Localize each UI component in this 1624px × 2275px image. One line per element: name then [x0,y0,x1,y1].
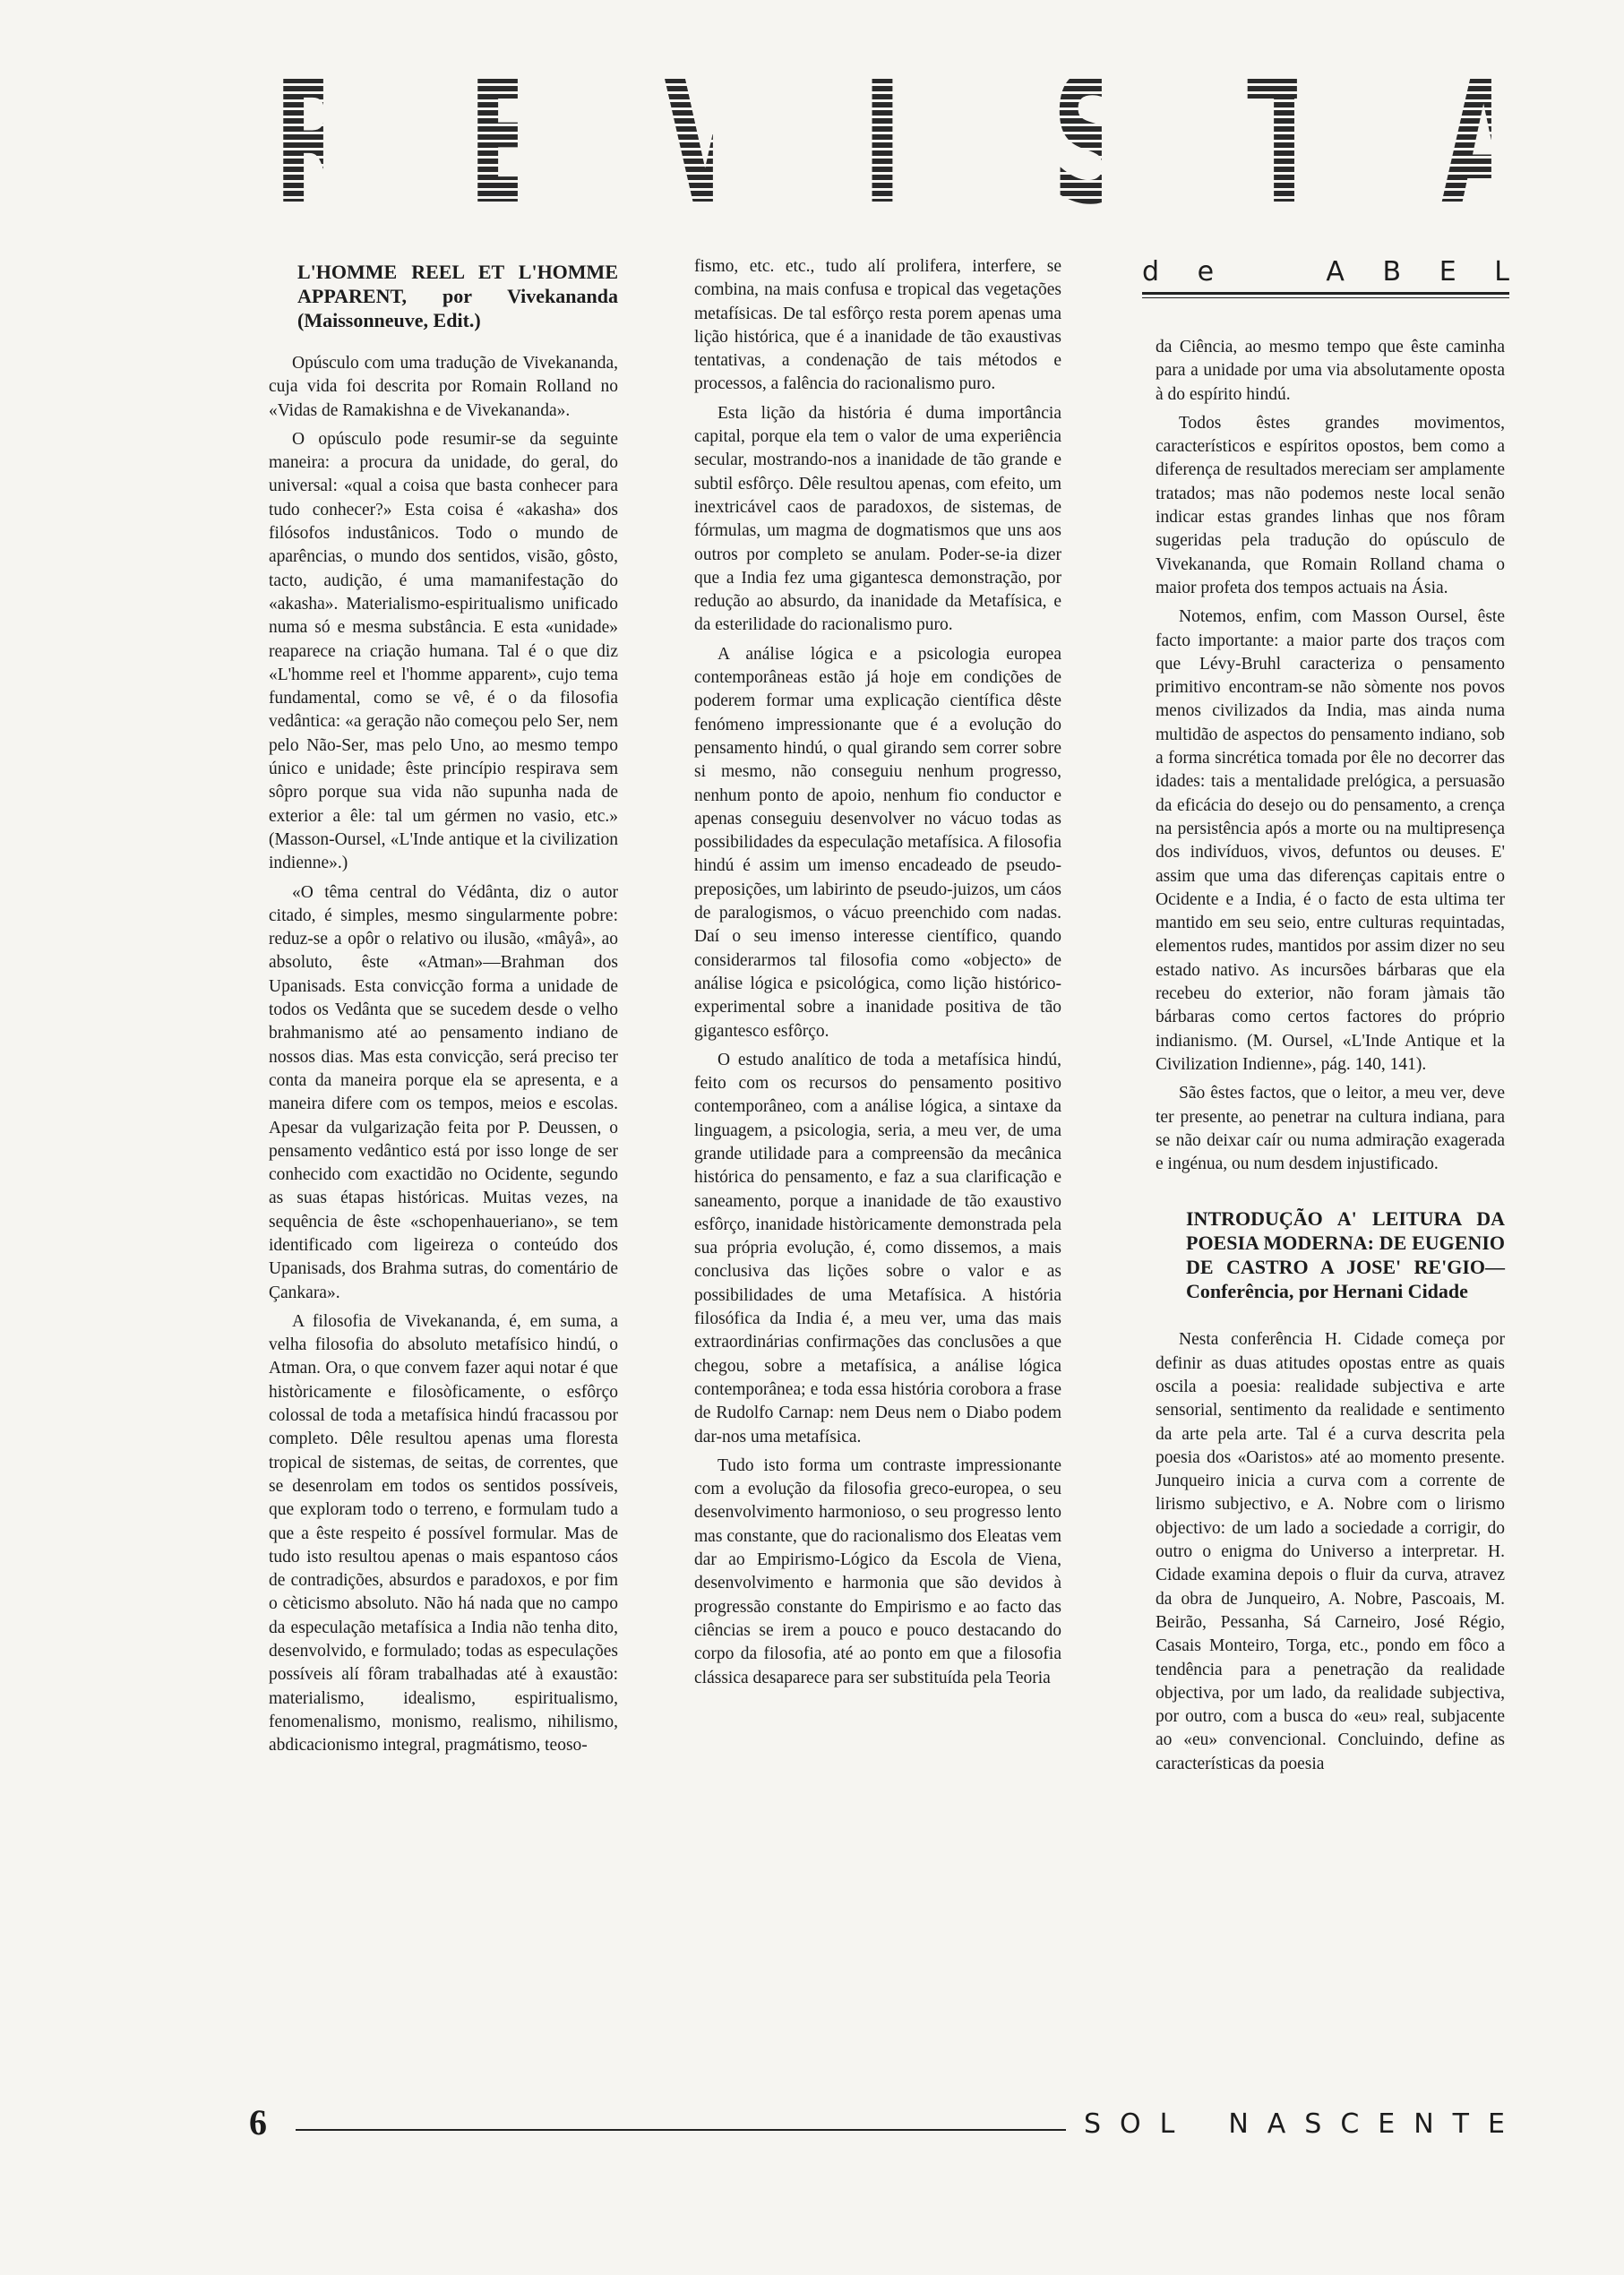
masthead-letter: I [857,79,907,204]
paragraph: A análise lógica e a psicologia europea contemporâneas estão já hoje em condições de poderem formar uma explicação científica dêste fenómeno impressionante que é a evolução do pensamento hindú, o qual girando sem correr sobre si mesmo, não conseguiu nenhum progresso, nenhum ponto de apoio, nenhum fio conductor e apenas conseguiu desenvolver no vácuo todas as possibilidades da especulação metafísica. A filosofia hindú é assim um imenso encadeado de pseudo-preposições, um labirinto de pseudo-juizos, um cáos de paralogismos, o vácuo preenchido com nadas. Daí o seu imenso interesse científico, quando considerarmos tal filosofia como «objecto» de análise lógica e psicológica, como lição histórico-experimental sobre a inanidade positiva de tão gigantesco esfôrço. [694,644,1061,1041]
footer-letter: E [1378,2108,1396,2140]
footer-letter: S [1084,2108,1102,2140]
masthead-letter: V [662,39,747,244]
page-number: 6 [249,2102,267,2142]
masthead-letter: A [1441,39,1526,244]
masthead-letter: R [273,39,357,244]
review-heading-poesia-moderna: INTRODUÇÃO A' LEITURA DA POESIA MODERNA: DE EUGENIO DE CASTRO A JOSE' RE'GIO—Conferência, por Hernani Cidade [1186,1207,1505,1303]
column-1 [269,260,618,1764]
footer-letter: C [1340,2108,1360,2140]
byline-letter: e [1197,256,1215,288]
footer-publication-title [1084,2109,1505,2140]
masthead-letter: T [1246,39,1321,244]
byline-letter: L [1494,256,1509,288]
paragraph: São êstes factos, que o leitor, a meu ver, deve ter presente, ao penetrar na cultura indiana, para se não deixar caír ou numa admiração exagerada e ingénua, ou num desdem injustificado. [1156,1084,1505,1174]
footer-letter: N [1413,2108,1434,2140]
footer-letter: A [1267,2108,1286,2140]
review-heading-vivekananda: L'HOMME REEL ET L'HOMME APPARENT, por Vivekananda (Maissonneuve, Edit.) [297,261,618,331]
footer-letter: O [1120,2108,1141,2140]
paragraph: O estudo analítico de toda a metafísica hindú, feito com os recursos do pensamento positivo contemporâneo, com a análise lógica, a sintaxe da linguagem, a psicologia, seria, a meu ver, de uma grande utilidade para a compreensão da mecânica histórica do pensamento, e faz a sua clarificação e saneamento, porque a inanidade de tão exaustivo esfôrço, inanidade històricamente demonstrada pela sua própria evolução, é, como dissemos, a mais conclusiva das lições sobre o valor e as possibilidades de uma Metafísica. A história filosófica da India é, a meu ver, uma das mais extraordinárias confirmações das conclusões a que chegou, sobre a metafísica, a análise lógica contemporânea; e toda essa história corobora a frase de Rudolfo Carnap: nem Deus nem o Diabo podem dar-nos uma metafísica. [694,1050,1061,1447]
footer-letter: E [1487,2108,1505,2140]
paragraph: A filosofia de Vivekananda, é, em suma, a velha filosofia do absoluto metafísico hindú, o Atman. Ora, o que convem fazer aqui notar é que històricamente e filosòficamente, o esfôrço colossal de toda a metafísica hindú fracassou por completo. Dêle resultou apenas uma floresta tropical de sistemas, de seitas, de correntes, que se desenrolam em todos os sentidos possíveis, que exploram todo o terreno, e formulam tudo a que a êste respeito é possível formular. Mas de tudo isto resultou apenas o mais espantoso cáos de contradições, absurdos e paradoxos, e por fim o cèticismo absoluto. Não há nada que no campo da especulação metafísica a India não tenha dito, desenvolvido, e formulado; todas as especulações possíveis alí fôram trabalhadas até à exaustão: materialismo, idealismo, espiritualismo, fenomenalismo, monismo, realismo, nihilismo, abdicacionismo integral, pragmátismo, teoso- [269,1311,618,1756]
paragraph: «O têma central do Védânta, diz o autor citado, é simples, mesmo singularmente pobre: reduz-se a opôr o relativo ou ilusão, «mâyâ», ao absoluto, êste «Atman»—Brahman dos Upanisads. Esta convicção forma a unidade de todos os Vedânta que se sucedem desde o velho brahmanismo até ao pensamento indiano de nossos dias. Mas esta convicção, será preciso ter conta da maneira porque ela se apresenta, e a maneira difere com os tempos, meios e escolas. Apesar da vulgarização feita por P. Deussen, o pensamento vedântico está por isso longe de ser conhecido com exactidão no Ocidente, segundo as suas étapas históricas. Muitas vezes, na sequência de êste «schopenhaueriano», se tem identificado com ligeireza o conteúdo dos Upanisads, dos Brahma sutras, do comentário de Çankara». [269,882,618,1302]
paragraph: Notemos, enfim, com Masson Oursel, êste facto importante: a maior parte dos traços com que Lévy-Bruhl caracteriza o pensamento primitivo encontram-se não sòmente nos povos menos civilizados da India, mas ainda numa multidão de aspectos do pensamento indiano, sob a forma sincrética tomada por êle no decorrer das idades: tais a mentalidade prelógica, a persuasão da eficácia do desejo ou do pensamento, a crença na persistência após a morte ou na multipresença dos indivíduos, vivos, defuntos ou deuses. E' assim que uma das diferenças capitais entre o Ocidente e a India, é o facto de esta ultima ter mantido em seu seio, entre culturas requintadas, elementos rudes, mantidos por assim dizer no seu estado nativo. As incursões bárbaras que ela recebeu do exterior, não foram jàmais tão bárbaras como certos factores do próprio indianismo. (M. Oursel, «L'Inde Antique et la Civilization Indienne», pág. 140, 141). [1156,607,1505,1074]
footer-letter: L [1159,2108,1175,2140]
masthead-revista [258,39,1526,244]
masthead-letter: E [468,39,543,244]
paragraph: Nesta conferência H. Cidade começa por definir as duas atitudes opostas entre as quais oscila a poesia: realidade subjectiva e arte sensorial, sentimento da realidade e sentimento da arte pela arte. Tal é a curva descrita pela poesia dos «Oaristos» até ao momento presente. Junqueiro inicia a curva com a corrente de lirismo subjectivo, e A. Nobre com o lirismo objectivo: de um lado a sociedade a corrigir, do outro o enigma do Universo a interpretar. H. Cidade examina depois o fluir da curva, atravez da obra de Junqueiro, A. Nobre, Pascoais, M. Beirão, Pessanha, Sá Carneiro, José Régio, Casais Monteiro, Torga, etc., pondo em fôco a tendência para a penetração da realidade objectiva, por um lado, da realidade subjectiva, por outro, com a busca do «eu» real, subjacente ao «eu» convencional. Concluindo, define as características da poesia [1156,1330,1505,1773]
paragraph: Tudo isto forma um contraste impressionante com a evolução da filosofia greco-europea, o seu desenvolvimento harmonioso, o seu progresso lento mas constante, que do racionalismo dos Eleatas vem dar ao Empirismo-Lógico da Escola de Viena, desenvolvimento e harmonia que são devidos à progressão constante do Empirismo e ao facto das ciências se irem a pouco e pouco destacando do corpo da filosofia, até ao ponto em que a filosofia clássica desaparece para ser substituída pela Teoria [694,1455,1061,1687]
byline-rule [1142,292,1509,298]
footer-letter: N [1228,2108,1249,2140]
byline-letter: B [1382,256,1402,288]
paragraph: Opúsculo com uma tradução de Vivekananda, cuja vida foi descrita por Romain Rolland no «Vidas de Ramakishna e de Vivekananda». [269,354,618,420]
paragraph: da Ciência, ao mesmo tempo que êste caminha para a unidade por uma via absolutamente oposta à do espírito hindú. [1156,338,1505,404]
byline-letter: A [1326,256,1345,288]
byline-letter: d [1142,256,1160,288]
byline-de-abel [1142,256,1509,288]
footer-spacer [1193,2109,1209,2140]
column-2 [694,255,1061,1696]
paragraph: fismo, etc. etc., tudo alí prolifera, interfere, se combina, na mais confusa e tropical das vegetações metafísicas. De tal esfôrço resta porem apenas uma lição histórica, que é a inanidade de tão exaustivas tentativas, a condenação de tais métodos e processos, a falência do racionalismo puro. [694,257,1061,394]
footer-letter: S [1304,2108,1322,2140]
footer-letter: T [1452,2108,1469,2140]
footer-rule [296,2129,1066,2131]
column-3 [1156,336,1505,1781]
masthead-letter: S [1052,39,1130,244]
byline-letter: E [1439,256,1456,288]
paragraph: Esta lição da história é duma importância capital, porque ela tem o valor de uma experiência secular, mostrando-nos a inanidade de tão grande e subtil esfôrço. Dêle resultou apenas, com efeito, um inextricável caos de paradoxos, de sistemas, de fórmulas, um magma de dogmatismos que uns aos outros por completo se anulam. Poder-se-ia dizer que a India fez uma gigantesca demonstração, por redução ao absurdo, da inanidade da Metafísica, e da esterilidade do racionalismo puro. [694,403,1061,635]
paragraph: Todos êstes grandes movimentos, característicos e espíritos opostos, bem como a diferença de resultados mereciam ser amplamente tratados; mas não podemos neste local senão indicar estas grandes linhas que nos fôram sugeridas pela tradução do opúsculo de Vivekananda, que Romain Rolland chama o maior profeta dos tempos actuais na Ásia. [1156,413,1505,597]
paragraph: O opúsculo pode resumir-se da seguinte maneira: a procura da unidade, do geral, do universal: «qual a coisa que basta conhecer para tudo conhecer?» Esta coisa é «akasha» dos filósofos industânicos. Todo o mundo de aparências, o mundo dos sentidos, visão, gôsto, tacto, audição, é uma mamanifestação do «akasha». Materialismo-espiritualismo unificado numa só e mesma substância. E esta «unidade» reaparece na criação humana. Tal é o que diz «L'homme reel et l'homme apparent», cujo tema fundamental, como se vê, é o da filosofia vedântica: «a geração não começou pelo Ser, nem pelo Não-Ser, mas pelo Uno, ao mesmo tempo único e unidade; êste princípio respirava sem sôpro porque sua vida não supunha nada de exterior a êle: tal um gérmen no vasio, etc.» (Masson-Oursel, «L'Inde antique et la civilization indienne».) [269,429,618,873]
